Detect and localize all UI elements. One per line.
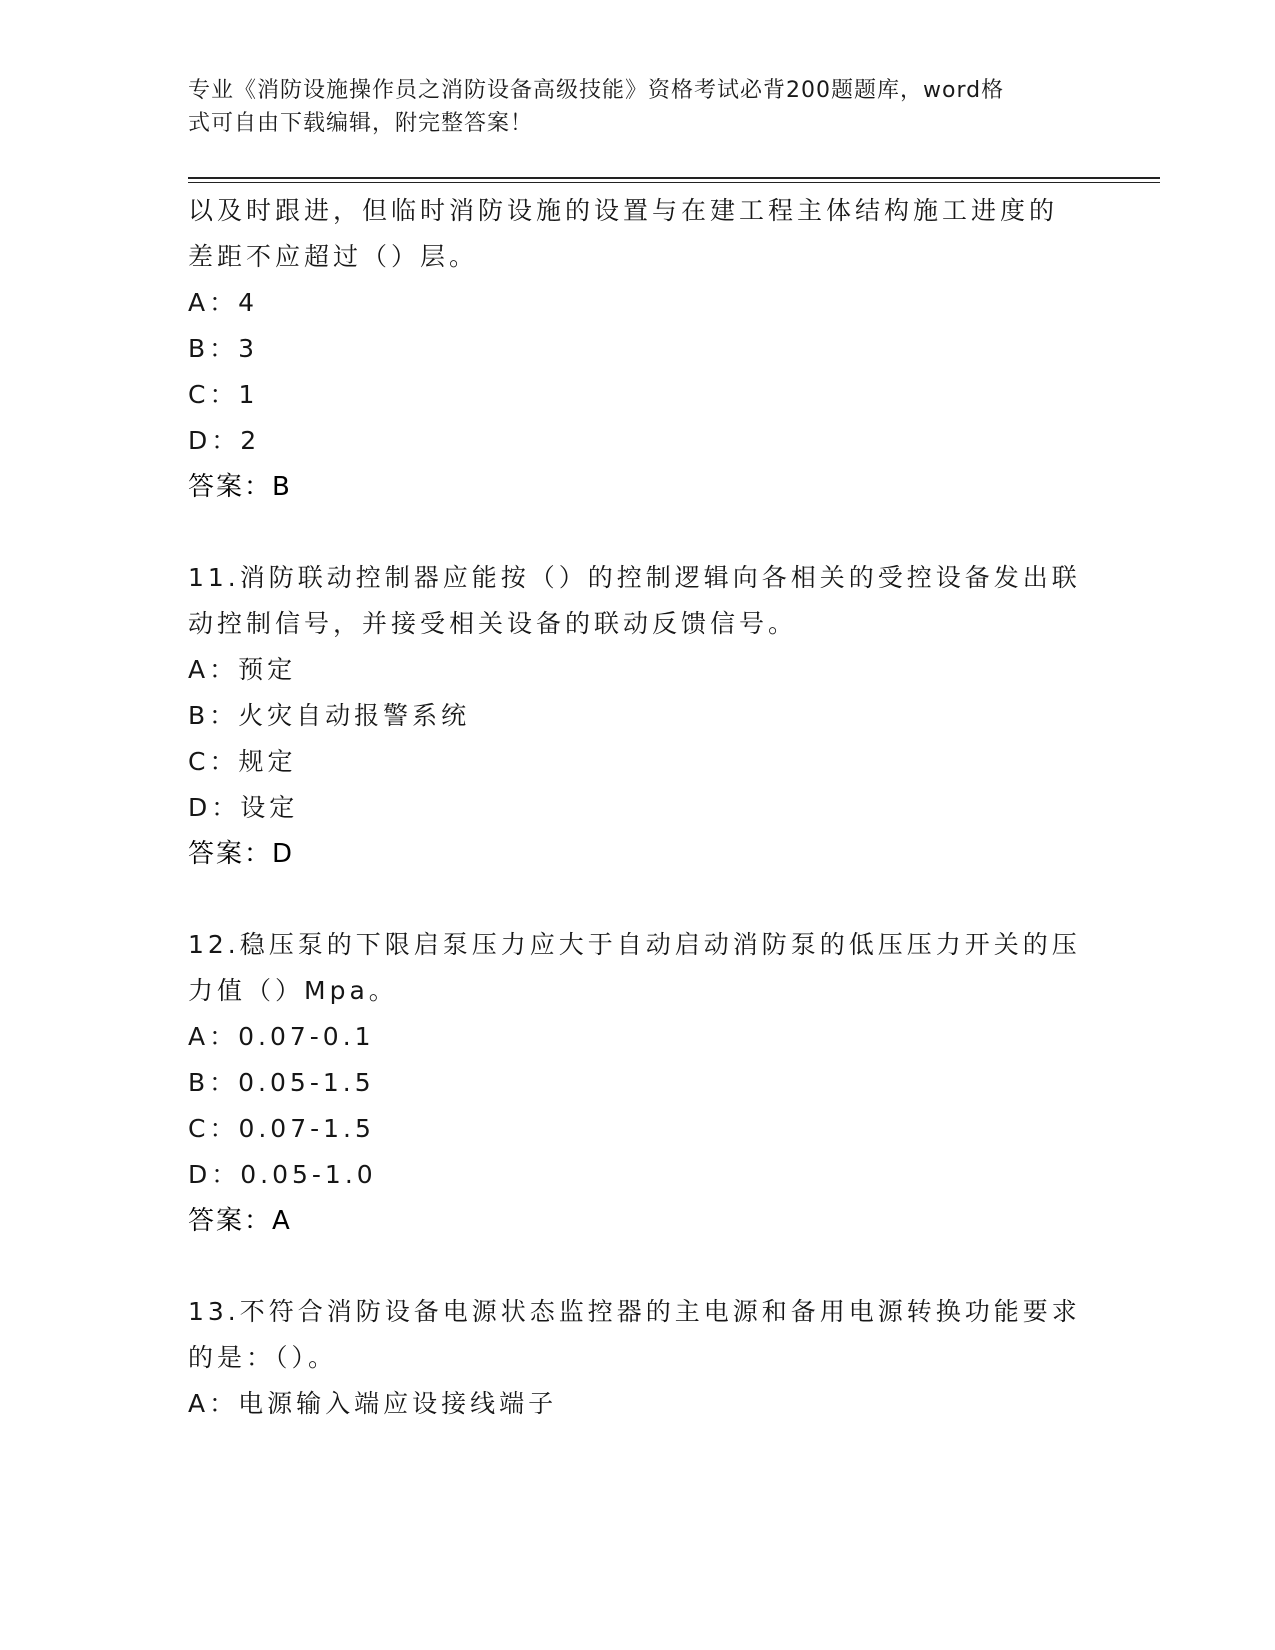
question-text-line: 以及时跟进，但临时消防设施的设置与在建工程主体结构施工进度的 xyxy=(188,196,1059,225)
question-gap xyxy=(188,510,1088,555)
question-list xyxy=(188,188,1088,1427)
question-text-line: 13.不符合消防设备电源状态监控器的主电源和备用电源转换功能要求 xyxy=(188,1297,1081,1326)
option-d: D：0.05-1.0 xyxy=(188,1160,377,1189)
question-text-line: 差距不应超过（）层。 xyxy=(188,242,479,271)
option-c: C：规定 xyxy=(188,747,297,776)
question-text-line: 的是：（）。 xyxy=(188,1343,338,1372)
question-text-line: 力值（）Mpa。 xyxy=(188,976,398,1005)
option-d: D：2 xyxy=(188,426,261,455)
question-text-line: 12.稳压泵的下限启泵压力应大于自动启动消防泵的低压压力开关的压 xyxy=(188,930,1081,959)
header-line-2: 式可自由下载编辑，附完整答案！ xyxy=(188,111,534,136)
question-13 xyxy=(188,1289,1088,1427)
question-gap xyxy=(188,877,1088,922)
option-a: A：电源输入端应设接线端子 xyxy=(188,1389,558,1418)
option-b: B：火灾自动报警系统 xyxy=(188,701,471,730)
answer-line: 答案：A xyxy=(188,1206,292,1236)
option-a: A：预定 xyxy=(188,655,297,684)
option-a: A：4 xyxy=(188,288,259,317)
header-line-1: 专业《消防设施操作员之消防设备高级技能》资格考试必背200题题库，word格 xyxy=(188,78,1005,103)
question-text-line: 动控制信号，并接受相关设备的联动反馈信号。 xyxy=(188,609,798,638)
option-b: B：3 xyxy=(188,334,259,363)
question-continued xyxy=(188,188,1088,510)
document-header xyxy=(188,74,1068,140)
option-a: A：0.07-0.1 xyxy=(188,1022,375,1051)
question-text-line: 11.消防联动控制器应能按（）的控制逻辑向各相关的受控设备发出联 xyxy=(188,563,1081,592)
answer-line: 答案：D xyxy=(188,839,295,869)
question-11 xyxy=(188,555,1088,877)
option-c: C：0.07-1.5 xyxy=(188,1114,375,1143)
option-d: D：设定 xyxy=(188,793,299,822)
header-rule-top xyxy=(188,177,1160,179)
question-gap xyxy=(188,1244,1088,1289)
option-b: B：0.05-1.5 xyxy=(188,1068,375,1097)
question-12 xyxy=(188,922,1088,1244)
header-rule-bottom xyxy=(188,182,1160,183)
answer-line: 答案：B xyxy=(188,472,292,502)
option-c: C：1 xyxy=(188,380,259,409)
